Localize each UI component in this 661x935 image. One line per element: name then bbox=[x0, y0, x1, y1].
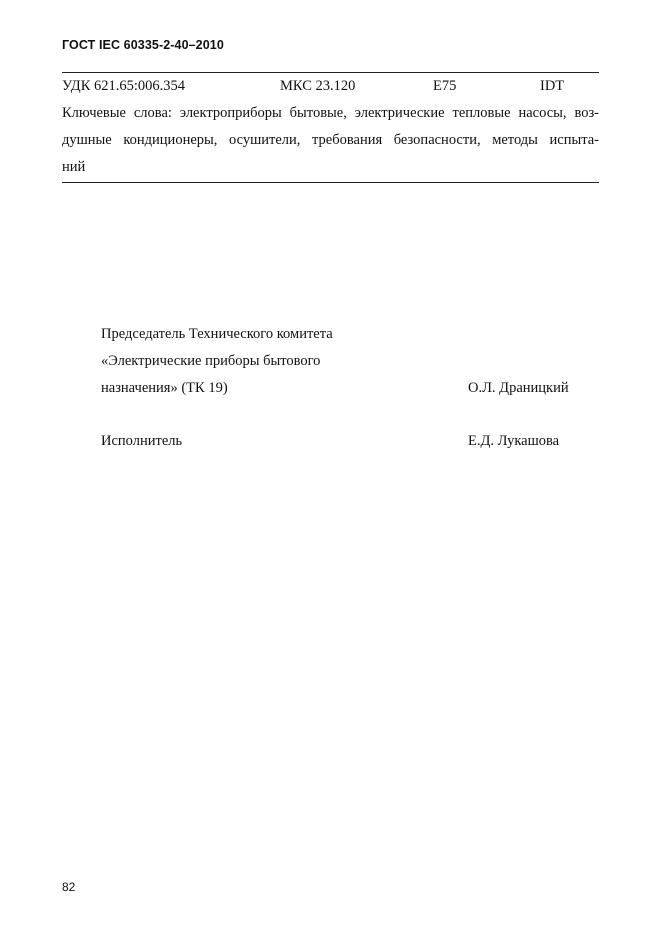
keywords-line-1: Ключевые слова: электроприборы бытовые, электрические тепловые насосы, воз- bbox=[62, 105, 599, 121]
bottom-divider bbox=[62, 182, 599, 183]
mks-code: МКС 23.120 bbox=[280, 78, 356, 94]
executor-name: Е.Д. Лукашова bbox=[468, 433, 560, 449]
page-number: 82 bbox=[62, 880, 76, 894]
keywords-line-2: душные кондиционеры, осушители, требования безопасности, методы испыта- bbox=[62, 132, 599, 148]
chair-title-line-2: «Электрические приборы бытового bbox=[101, 353, 321, 369]
chair-name: О.Л. Драницкий bbox=[468, 380, 569, 396]
document-header-title: ГОСТ IEC 60335-2-40–2010 bbox=[62, 38, 224, 52]
harmonization-degree: IDT bbox=[540, 78, 565, 94]
keywords-line-3: ний bbox=[62, 159, 86, 175]
chair-title-line-1: Председатель Технического комитета bbox=[101, 326, 333, 342]
top-divider bbox=[62, 72, 599, 73]
udk-code: УДК 621.65:006.354 bbox=[62, 78, 186, 94]
chair-title-line-3: назначения» (ТК 19) bbox=[101, 380, 228, 396]
okp-group-code: Е75 bbox=[433, 78, 457, 94]
executor-label: Исполнитель bbox=[101, 433, 183, 449]
